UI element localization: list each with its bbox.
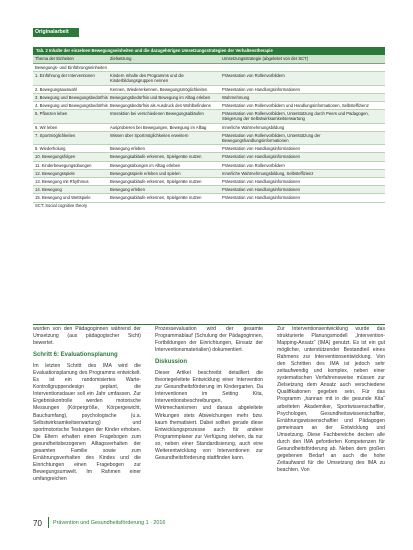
section-heading: Diskussion (155, 359, 188, 366)
table-section-row (33, 64, 385, 72)
section-label: Bewegungs- und Einführungseinheiten (35, 65, 107, 70)
table-cell: Präsentation von Handlungsinformationen (222, 154, 300, 160)
table-cell: Präsentation von Rollenvorbildern (222, 73, 285, 79)
table-cell: 12. Bewegungsspiele (35, 170, 75, 176)
table-cell: Präsentation von Handlungsinformationen (222, 187, 300, 193)
header-goal: Zielsetzung (110, 56, 132, 61)
table-cell: Bewegungsabläufe erkennen, Spielgeräte nutzen (110, 154, 202, 160)
table-cell: Kennen, Wiedererkennen, Bewegungsmöglichkeiten (110, 86, 208, 92)
table-cell: Präsentation von Handlungsinformationen (222, 86, 300, 92)
table-header (33, 55, 385, 64)
table-cell: 14. Bewegung (35, 187, 62, 193)
table-row (33, 72, 385, 85)
table-caption: Tab. 2 Inhalte der einzelnen Bewegungseinheiten und die dazugehörigen Umsetzungsstrategien der Verhaltenstherapie (33, 47, 385, 55)
table-cell: 8. Wiederholung (35, 146, 66, 152)
table-cell: Bewegungsbedürfnis und Bewegung im Alltag erleben (110, 94, 211, 100)
table-row (33, 102, 385, 110)
header-strategy: Umsetzungsstrategie (abgeleitet von der SCT) (222, 56, 309, 61)
table-row (33, 162, 385, 170)
table-cell: Bewegungsübungen im Alltag erleben (110, 162, 181, 168)
paragraph: wurden von den Pädagoginnen während der Umsetzung (aus pädagogischer Sicht) bewertet. (33, 326, 141, 347)
table-cell: 15. Bewegung und Wettspiele (35, 195, 91, 201)
text-column-right (277, 326, 385, 479)
table-cell: Bewegungsspiele erleben und spielen (110, 170, 181, 176)
footer-divider (48, 517, 49, 528)
table-cell: 3. Bewegung und Bewegungsbedürfnis (35, 94, 108, 100)
table-cell: Bewegung erleben (110, 146, 145, 152)
table-cell: Präsentation von Rollenvorbildern (222, 162, 285, 168)
table-row (33, 86, 385, 94)
section-tag: Originalarbeit (33, 28, 79, 37)
table-cell: Wahrnehmung (222, 94, 250, 100)
table-row (33, 170, 385, 178)
table-cell: Präsentation von Handlungsinformationen (222, 146, 300, 152)
table-cell: 1. Einführung der Interventionen (35, 73, 95, 79)
table-cell: Bewegung erleben (110, 187, 145, 193)
table-row (33, 178, 385, 186)
journal-name: Prävention und Gesundheitsförderung 1 · 2016 (53, 520, 166, 526)
table-cell: Wissen über Sportmöglichkeiten erweitern (110, 132, 189, 138)
paragraph: Zur Interventionsentwicklung wurde das strukturierte Planungsmodell „Intervention-Mapping-Ansatz“ (IMA) genutzt. Es ist ein gut möglicher, unterstützender Bestandteil eines Rahmens zur Interventionsentwicklung. Von den Schritten des IMA ist jedoch sehr zeitaufwendig und komplex, neben einer systematischen Verfahrensweise müssen zur Zielsetzung dem Ansatz auch verschiedene Qualifikationen gegeben sein. Für das Programm „hannan mit in die gesunde Kita“ arbeiteten Akademiker, Sportwissenschaftler, Psychologen, Gesundheitswissenschaftler, Ernährungswissenschaftler und Pädagogen gemeinsam an der Entwicklung und Umsetzung. Diese Fachbereiche decken alle durch den IMA geforderten Kompetenzen für Gesundheitsförderung ab. Neben dem großen gegebenen Bedarf an auch die hohe Zeitaufwand für die Umsetzung des IMA zu beachten. Von (277, 326, 385, 473)
section-heading: Schritt 6: Evaluationsplanung (33, 352, 118, 359)
table-footnote: SCT: Social cognitive theory (35, 202, 88, 208)
table-cell: Bewegungsabläufe erkennen, Spielgeräte nutzen (110, 195, 202, 201)
table-cell: Bewegungsabläufe erkennen, Spielgeräte nutzen (110, 179, 202, 185)
paragraph: Dieser Artikel beschreibt detailliert die theoriegeleitete Entwicklung einer Intervention zur Gesundheitsförderung im Kindergarten. Da Interventionen im Setting Kita, Interventionsbeschreibungen, Wirkmechanismen und daraus abgeleitete Wirkungen stets Abweichungen mehr bzw. kaum thematisiert. Dabei sollten gerade diese Entwicklungsprozesse auch für andere Programmplaner zur Verfügung stehen, da nur so, neben einer Standardisierung, auch eine Weiterentwicklung von Interventionen zur Gesundheitsförderung stattfinden kann. (155, 370, 263, 461)
table-cell: 6. Wir leben (35, 124, 58, 130)
table-row (33, 186, 385, 194)
text-column-left (33, 326, 141, 488)
table-row (33, 145, 385, 153)
table-cell: 5. Pflanzen leben (35, 111, 68, 117)
table-row (33, 94, 385, 102)
text-column-middle (155, 326, 263, 467)
table-cell: Kindern Inhalte des Programms und die Kinderbildungsgruppen nennen (110, 73, 184, 84)
table-cell: 7. Sportmöglichkeiten (35, 132, 76, 138)
table-cell: 13. Bewegung mit Rhythmus (35, 179, 89, 185)
table-row (33, 153, 385, 161)
table-cell: 10. Bewegungsfolgen (35, 154, 76, 160)
table-row (33, 110, 385, 123)
table-cell: Präsentation von Rollenvorbildern, Unterstützung der Bewegungshandlungsinformationen (222, 132, 321, 144)
table-cell: Bewegungsbedürfnis als Ausdruck des Wohlbefindens (110, 103, 211, 109)
page-number: 70 (33, 519, 42, 528)
paragraph: Prozessevaluation wird der gesamte Programmablauf (Schulung der Pädagoginnen, Fortbildungen der Einrichtungen, Einsatz der Interventionsmaterialien) dokumentiert. (155, 326, 263, 354)
table-cell: 2. Bewegungsauswahl (35, 86, 77, 92)
table-cell: Ausprobieren bei Bewegungen, Bewegung im Alltag (110, 124, 207, 130)
table-cell: Präsentation von Handlungsinformationen (222, 195, 300, 201)
table-cell: Präsentation von Rollenvorbildern, Unterstützung durch Peers und Pädagogen, Steigerung der Selbstwirksamkeitserwartung (222, 111, 369, 122)
table-cell: Präsentation von Handlungsinformationen (222, 179, 300, 185)
table-cell: Innerliche Wahrnehmungsbildung (222, 124, 285, 130)
intervention-table (33, 47, 385, 209)
table-cell: 4. Bewegung und Bewegungsbedürfnis (35, 103, 108, 109)
header-topic: Thema der Einheiten (35, 56, 74, 61)
table-cell: Präsentation von Rollenvorbildern und Handlungsinformationen, Selbsteffizienz (222, 103, 369, 109)
table-cell: 11. Kinderbewegungsübungen (35, 162, 92, 168)
table-row (33, 194, 385, 202)
table-cell: Interaktion bei verschiedenen Bewegungsabläufen (110, 111, 204, 117)
table-row (33, 124, 385, 132)
table-bottom-rule (33, 324, 385, 325)
table-row (33, 132, 385, 145)
paragraph: Im letzten Schritt des IMA wird die Evaluationsplanung des Programms entwickelt. Es ist ein randomisiertes Warte-Kontrollgruppendesign geplant, die Interventionsdauer soll ein Jahr umfassen. Zur Ergebniskontrolle werden motorische Messungen (Körpergröße, Körpergewicht, Bauchumfang), psychologische (u.a. Selbstwirksamkeitserwartung) und sportmotorische Testungen der Kinder erhoben. Die Eltern erhalten einen Fragebogen zum gesundheitsbezogenen Alltagsverhalten der gesamten Familie sowie zum Ernährungsverhalten des Kindes und die Einrichtungen einen Fragebogen zur Bewegungsumwelt. Im Rahmen einer umfangreichen (33, 363, 141, 482)
table-cell: Innerliche Wahrnehmungsbildung, Selbsteffizienz (222, 170, 314, 176)
